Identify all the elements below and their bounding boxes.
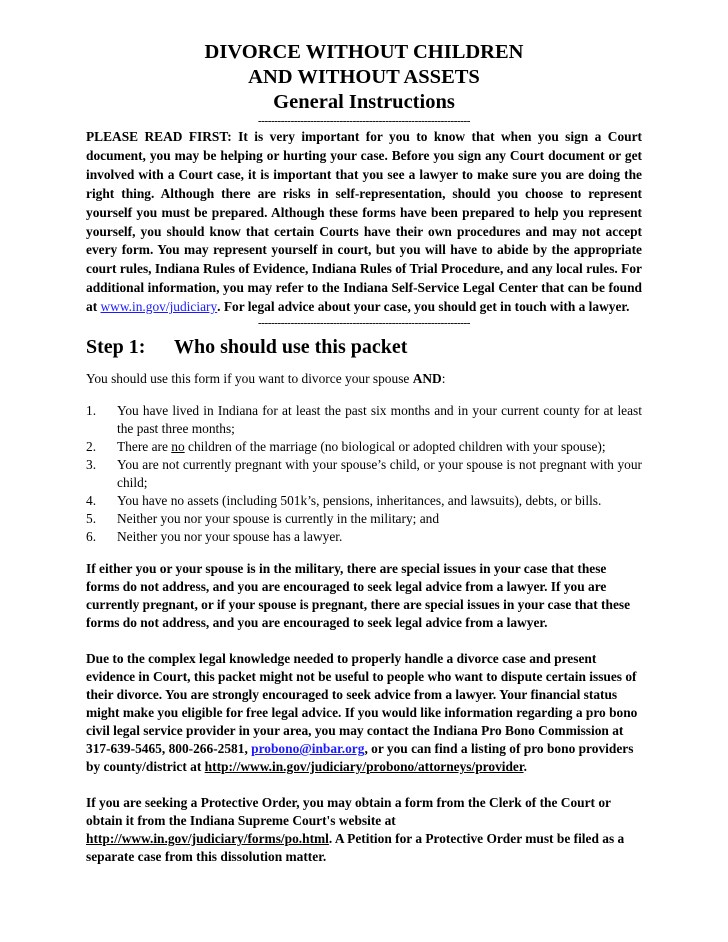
lead-end: : [441, 371, 446, 387]
list-number: 3. [86, 457, 97, 473]
lead-and: AND [412, 371, 442, 387]
step-1-lead [86, 370, 642, 388]
list-number: 6. [86, 529, 97, 545]
lead-text: You should use this form if you want to divorce your spouse [86, 371, 413, 387]
requirements-list [86, 402, 642, 546]
protective-order-paragraph [86, 794, 642, 866]
list-number: 4. [86, 493, 97, 509]
list-text: You are not currently pregnant with your spouse’s child, or your spouse is not pregnant with your child; [117, 457, 642, 491]
list-text: Neither you nor your spouse is currently in the military; and [117, 511, 440, 527]
protective-text-2: . A Petition for a Protective Order must be filed as a separate case from this dissolution matter. [86, 831, 625, 865]
list-number: 2. [86, 439, 97, 455]
list-item [86, 402, 642, 438]
separator-rule-bottom: ----------------------------------------------------------------- [257, 317, 471, 330]
list-text-post: children of the marriage (no biological or adopted children with your spouse); [184, 439, 606, 455]
probono-providers-link[interactable]: http://www.in.gov/judiciary/probono/attorneys/provider [204, 759, 524, 775]
military-paragraph: If either you or your spouse is in the military, there are special issues in your case that these forms do not address, and you are encouraged to seek legal advice from a lawyer. If you are currently pregnant, or if your spouse is pregnant, there are special issues in your case that these forms do not address, and you are encouraged to seek legal advice from a lawyer. [86, 561, 631, 631]
intro-text: PLEASE READ FIRST: It is very important for you to know that when you sign a Court document, you may be helping or hurting your case. Before you sign any Court document or get involved with a Court case, it is important that you see a lawyer to make sure you are doing the right thing. Although there are risks in self-representation, should you choose to represent yourself you must be prepared. Although these forms have been prepared to help you represent yourself, you should know that certain Courts have their own procedures and may not accept every form. You may represent yourself in court, but you will have to abide by the appropriate court rules, Indiana Rules of Evidence, Indiana Rules of Trial Procedure, and any local rules. For additional information, you may refer to the Indiana Self-Service Legal Center that can be found at [86, 129, 642, 315]
list-number: 1. [86, 403, 97, 419]
title-line-2: AND WITHOUT ASSETS [248, 66, 480, 88]
list-item [86, 528, 642, 546]
list-text-underlined: no [171, 439, 185, 455]
document-title [86, 40, 642, 115]
title-line-3: General Instructions [273, 91, 455, 113]
list-item [86, 456, 642, 492]
pro-bono-text: Due to the complex legal knowledge needed to properly handle a divorce case and present evidence in Court, this packet might not be useful to people who want to dispute certain issues of their divorce. You are strongly encouraged to seek advice from a lawyer. Your financial status might make you eligible for free legal advice. If you would like information regarding a pro bono civil legal service provider in your area, you may contact the Indiana Pro Bono Commission at 317-639-5465, 800-266-2581, [86, 651, 638, 757]
protective-order-form-link[interactable]: http://www.in.gov/judiciary/forms/po.html [86, 831, 329, 847]
list-number: 5. [86, 511, 97, 527]
list-item [86, 510, 642, 528]
step-title: Who should use this packet [174, 336, 408, 359]
probono-email-link[interactable]: probono@inbar.org [251, 741, 365, 757]
list-item [86, 492, 642, 510]
pro-bono-text-3: . [523, 759, 527, 775]
intro-text-end: . For legal advice about your case, you should get in touch with a lawyer. [217, 299, 630, 315]
list-text-pre: There are [117, 439, 172, 455]
list-text: You have no assets (including 501k’s, pensions, inheritances, and lawsuits), debts, or bills. [117, 493, 602, 509]
list-text [117, 438, 642, 456]
pro-bono-paragraph [86, 650, 642, 776]
list-text: Neither you nor your spouse has a lawyer. [117, 529, 343, 545]
judiciary-link[interactable]: www.in.gov/judiciary [100, 299, 218, 315]
list-item [86, 438, 642, 456]
step-number: Step 1: [86, 336, 146, 359]
intro-paragraph [86, 128, 642, 317]
list-text: You have lived in Indiana for at least the past six months and in your current county for at least the past three months; [117, 403, 642, 437]
separator-rule-top: ----------------------------------------------------------------- [257, 115, 471, 127]
pro-bono-text-2: , or you can find a listing of pro bono providers by county/district at [86, 741, 634, 775]
title-line-1: DIVORCE WITHOUT CHILDREN [204, 41, 524, 63]
protective-text: If you are seeking a Protective Order, you may obtain a form from the Clerk of the Court or obtain it from the Indiana Supreme Court's website at [86, 795, 611, 829]
step-1-heading [86, 334, 642, 360]
